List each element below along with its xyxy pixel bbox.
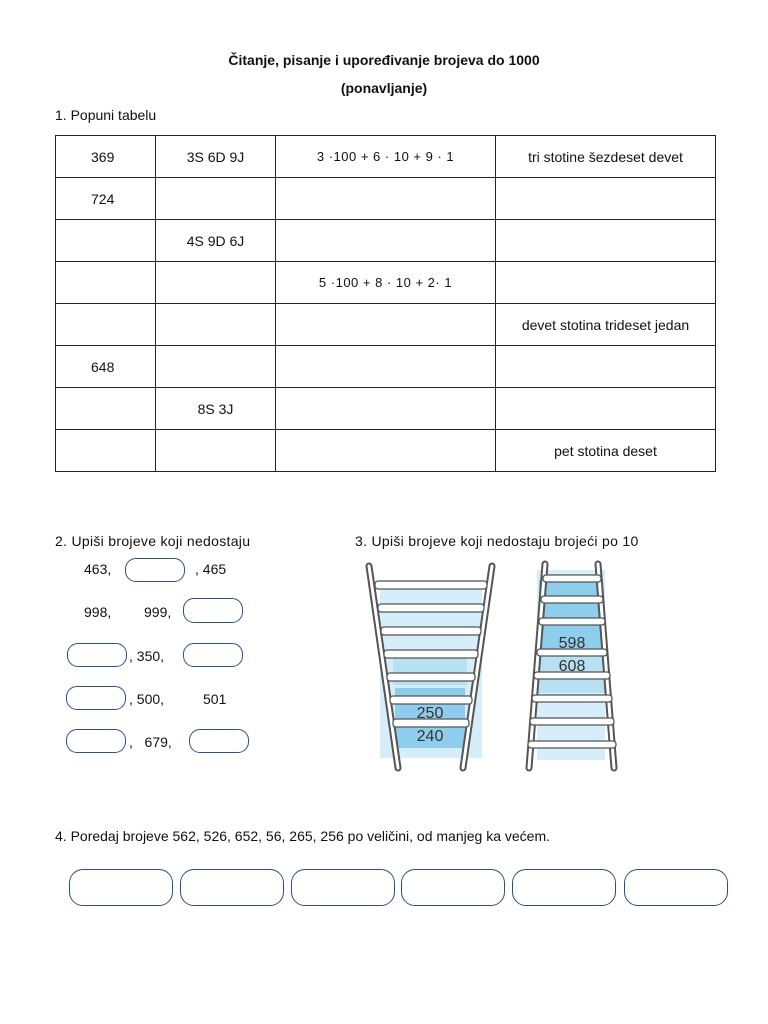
table-cell[interactable] [56,220,156,262]
table-cell: 8S 3J [156,388,276,430]
ladder-number: 240 [416,728,444,745]
answer-box[interactable] [189,729,249,753]
table-cell[interactable] [56,304,156,346]
table-cell[interactable] [496,220,716,262]
task3-label: 3. Upiši brojeve koji nedostaju brojeći po 10 [355,533,639,549]
number-table [55,135,716,472]
page-title: Čitanje, pisanje i upoređivanje brojeva do 1000 [228,52,540,68]
table-cell[interactable] [276,304,496,346]
order-box[interactable] [512,869,616,906]
order-box[interactable] [401,869,505,906]
task2-r2-a: 998, [84,604,112,620]
order-box[interactable] [69,869,173,906]
table-cell: tri stotine šezdeset devet [496,136,716,178]
table-cell: 3 ·100 + 6 · 10 + 9 · 1 [276,136,496,178]
table-cell: pet stotina deset [496,430,716,472]
table-row [56,388,716,430]
ladder-number: 250 [416,705,444,722]
table-cell[interactable] [276,346,496,388]
answer-box[interactable] [125,558,185,582]
table-cell[interactable] [156,430,276,472]
task1-label: 1. Popuni tabelu [55,107,157,123]
table-row [56,430,716,472]
task2-r1-a: 463, [84,561,112,577]
table-row [56,220,716,262]
task4-label: 4. Poredaj brojeve 562, 526, 652, 56, 265, 256 po veličini, od manjeg ka većem. [55,828,550,844]
left-ladder [355,558,515,776]
ladder-number: 598 [558,635,586,652]
table-cell[interactable] [496,388,716,430]
answer-box[interactable] [183,598,243,623]
page-subtitle: (ponavljanje) [340,80,428,96]
table-cell[interactable] [156,346,276,388]
table-cell[interactable] [496,262,716,304]
right-ladder [515,558,625,776]
order-box[interactable] [180,869,284,906]
task2-r4-b: 501 [203,691,227,707]
answer-box[interactable] [67,643,127,667]
table-cell: 369 [56,136,156,178]
task2-r1-b: , 465 [195,561,227,577]
table-cell: 4S 9D 6J [156,220,276,262]
ladder-number: 608 [558,658,586,675]
table-cell[interactable] [156,262,276,304]
answer-box[interactable] [183,643,243,667]
answer-box[interactable] [66,686,126,710]
table-cell: 724 [56,178,156,220]
order-box[interactable] [291,869,395,906]
task2-r3-a: , 350, [129,648,165,664]
table-cell[interactable] [276,388,496,430]
table-cell[interactable] [276,178,496,220]
task2-r5-a: , 679, [129,734,172,750]
table-row [56,304,716,346]
table-cell[interactable] [56,388,156,430]
table-row [56,262,716,304]
table-cell[interactable] [156,178,276,220]
task2-r4-a: , 500, [129,691,165,707]
table-row [56,178,716,220]
task2-r2-b: 999, [144,604,172,620]
table-cell[interactable] [56,262,156,304]
answer-box[interactable] [66,729,126,753]
table-cell: 5 ·100 + 8 · 10 + 2· 1 [276,262,496,304]
order-box[interactable] [624,869,728,906]
table-row [56,346,716,388]
table-cell[interactable] [56,430,156,472]
table-cell: 648 [56,346,156,388]
table-cell: devet stotina trideset jedan [496,304,716,346]
table-cell[interactable] [156,304,276,346]
table-row [56,136,716,178]
table-cell[interactable] [496,178,716,220]
table-cell[interactable] [276,220,496,262]
task2-label: 2. Upiši brojeve koji nedostaju [55,533,251,549]
table-cell[interactable] [276,430,496,472]
table-cell: 3S 6D 9J [156,136,276,178]
table-cell[interactable] [496,346,716,388]
